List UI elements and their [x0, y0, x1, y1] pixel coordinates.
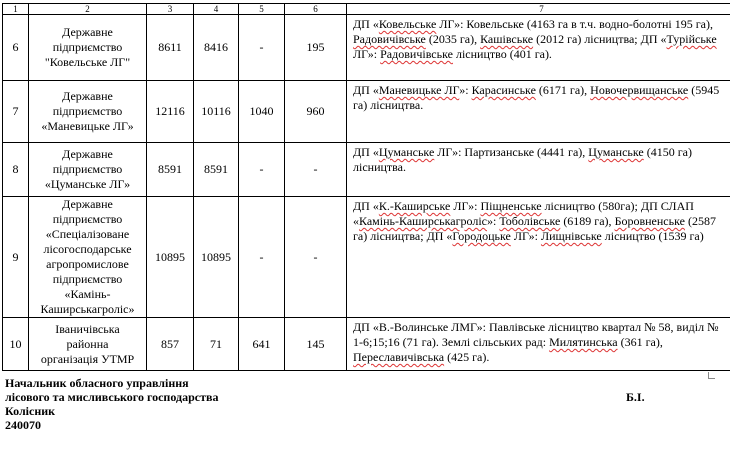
- table-row: [3, 197, 730, 318]
- table-row: [3, 143, 730, 197]
- header-cell: 6: [285, 4, 347, 15]
- row-number-cell: 6: [3, 15, 29, 81]
- description-text: ДП «: [353, 83, 379, 97]
- area-value-cell: 8416: [194, 15, 239, 81]
- location-description-cell: [347, 318, 730, 371]
- organization-name-line: підприємство: [52, 272, 123, 286]
- description-text: (2035 га),: [425, 32, 481, 46]
- description-text: ЛГ»:: [510, 229, 541, 243]
- organization-name-line: «Маневицьке ЛГ»: [41, 119, 134, 133]
- table-row: [3, 318, 730, 371]
- organization-name-line: підприємство: [52, 104, 123, 118]
- footer-block: [5, 376, 218, 432]
- description-text: (425 га).: [444, 350, 490, 364]
- description-text: ДП «: [353, 145, 379, 159]
- header-cell: 2: [29, 4, 147, 15]
- description-text: ЛГ»: Ковельське (4163 га в т.ч. водно-болотні 195 га),: [436, 17, 713, 31]
- total-area-cell: 857: [147, 318, 194, 371]
- spellcheck-flagged-word: Тоболівське: [499, 214, 561, 228]
- footer-line: 240070: [5, 418, 41, 432]
- organization-name-line: агропромислове: [46, 257, 129, 271]
- organization-name-line: «Спеціалізоване: [45, 227, 130, 241]
- organization-name-line: «Камінь-: [64, 287, 111, 301]
- forest-areas-table: [2, 3, 730, 371]
- row-number-cell: 8: [3, 143, 29, 197]
- spellcheck-flagged-word: Карасинське: [471, 83, 536, 97]
- organization-name-cell: [29, 197, 147, 318]
- header-cell: 5: [239, 4, 285, 15]
- header-cell: 1: [3, 4, 29, 15]
- area-value-cell: 8591: [194, 143, 239, 197]
- description-text: ДП «: [353, 199, 379, 213]
- area-value-cell: -: [285, 143, 347, 197]
- spellcheck-flagged-word: Кашівське: [480, 32, 534, 46]
- spellcheck-flagged-word: Лищнівське: [540, 229, 602, 243]
- description-text: (6171 га),: [535, 83, 591, 97]
- description-text: лісництво (580га); ДП СЛАП «: [353, 199, 694, 228]
- description-text: ЛГ»: Партизанське (4441 га),: [434, 145, 589, 159]
- table-header-row: [3, 4, 730, 15]
- description-text: ЛГ»:: [450, 199, 481, 213]
- location-description-cell: [347, 143, 730, 197]
- description-text: ЛГ»:: [353, 47, 381, 61]
- description-text: (361 га),: [617, 335, 663, 349]
- organization-name-line: Іваничівська: [55, 321, 120, 336]
- location-description-cell: [347, 197, 730, 318]
- description-text: ДП «: [353, 17, 379, 31]
- description-text: (5945 га) лісництва.: [353, 83, 720, 112]
- organization-name-line: "Ковельське ЛГ": [44, 55, 131, 69]
- spellcheck-flagged-word: Новочервищанське: [590, 83, 689, 97]
- spellcheck-flagged-word: Городоцьке: [452, 229, 511, 243]
- footer-line: Начальник обласного управління: [5, 376, 189, 390]
- total-area-cell: 10895: [147, 197, 194, 318]
- description-text: (2587 га) лісництва; ДП «: [353, 214, 716, 243]
- spellcheck-flagged-word: Милятинська: [549, 335, 618, 349]
- area-value-cell: 641: [239, 318, 285, 371]
- spellcheck-flagged-word: Піщненське: [480, 199, 542, 213]
- spellcheck-flagged-word: Переславичівська: [353, 350, 445, 364]
- description-text: »:: [487, 214, 500, 228]
- organization-name-line: Каширськагроліс»: [40, 302, 135, 316]
- description-text: ДП «В.-Волинське ЛМГ»: Павлівське лісництво квартал № 58, виділ № 1-6;15;16 (71 га). Землі сільських рад:: [353, 320, 719, 349]
- spellcheck-flagged-word: Камінь-Каширськагроліс: [359, 214, 488, 228]
- spellcheck-flagged-word: Цуманське: [378, 145, 435, 159]
- description-text: (6189 га),: [560, 214, 615, 228]
- organization-name-line: районна: [66, 336, 109, 351]
- organization-name-cell: [29, 318, 147, 371]
- area-value-cell: 145: [285, 318, 347, 371]
- footer-line: Колісник: [5, 404, 56, 418]
- location-description-cell: [347, 15, 730, 81]
- organization-name-line: підприємство: [52, 40, 123, 54]
- header-cell: 7: [347, 4, 730, 15]
- organization-name-cell: [29, 15, 147, 81]
- header-cell: 4: [194, 4, 239, 15]
- organization-name-line: Державне: [62, 197, 113, 211]
- spellcheck-flagged-word: Турійське: [666, 32, 717, 46]
- area-value-cell: -: [239, 197, 285, 318]
- description-text: (2012 га) лісництва; ДП «: [533, 32, 667, 46]
- location-description-cell: [347, 81, 730, 143]
- area-value-cell: 10116: [194, 81, 239, 143]
- spellcheck-flagged-word: Радовичівське: [353, 32, 426, 46]
- row-number-cell: 7: [3, 81, 29, 143]
- organization-name-cell: [29, 143, 147, 197]
- spellcheck-flagged-word: Цуманське: [588, 145, 644, 159]
- description-text: »:: [459, 83, 472, 97]
- spellcheck-flagged-word: К.-Каширське: [378, 199, 451, 213]
- area-value-cell: 960: [285, 81, 347, 143]
- total-area-cell: 12116: [147, 81, 194, 143]
- table-row: [3, 15, 730, 81]
- organization-name-line: «Цуманське ЛГ»: [44, 177, 131, 191]
- organization-name-cell: [29, 81, 147, 143]
- page-corner-mark: [708, 372, 715, 379]
- organization-name-line: Державне: [62, 89, 113, 103]
- description-text: лісництво (401 га).: [452, 47, 552, 61]
- area-value-cell: -: [239, 143, 285, 197]
- organization-name-line: Державне: [62, 147, 113, 161]
- spellcheck-flagged-word: Боровненське: [614, 214, 685, 228]
- organization-name-line: Державне: [62, 25, 113, 39]
- area-value-cell: 195: [285, 15, 347, 81]
- spellcheck-flagged-word: Ковельське: [378, 17, 437, 31]
- organization-name-line: організація УТМР: [40, 351, 135, 366]
- row-number-cell: 10: [3, 318, 29, 371]
- area-value-cell: 71: [194, 318, 239, 371]
- organization-name-line: підприємство: [52, 212, 123, 226]
- spellcheck-flagged-word: Маневицьке ЛГ: [378, 83, 460, 97]
- row-number-cell: 9: [3, 197, 29, 318]
- spellcheck-flagged-word: Радовичівське: [380, 47, 453, 61]
- table-row: [3, 81, 730, 143]
- description-text: лісництво (1539 га): [601, 229, 704, 243]
- header-cell: 3: [147, 4, 194, 15]
- total-area-cell: 8611: [147, 15, 194, 81]
- area-value-cell: 10895: [194, 197, 239, 318]
- total-area-cell: 8591: [147, 143, 194, 197]
- signature-initials: Б.І.: [626, 390, 645, 404]
- organization-name-line: підприємство: [52, 162, 123, 176]
- area-value-cell: 1040: [239, 81, 285, 143]
- area-value-cell: -: [239, 15, 285, 81]
- description-text: (4150 га) лісництва.: [353, 145, 692, 174]
- organization-name-line: лісогосподарське: [43, 242, 132, 256]
- footer-line: лісового та мисливського господарства: [5, 390, 219, 404]
- area-value-cell: -: [285, 197, 347, 318]
